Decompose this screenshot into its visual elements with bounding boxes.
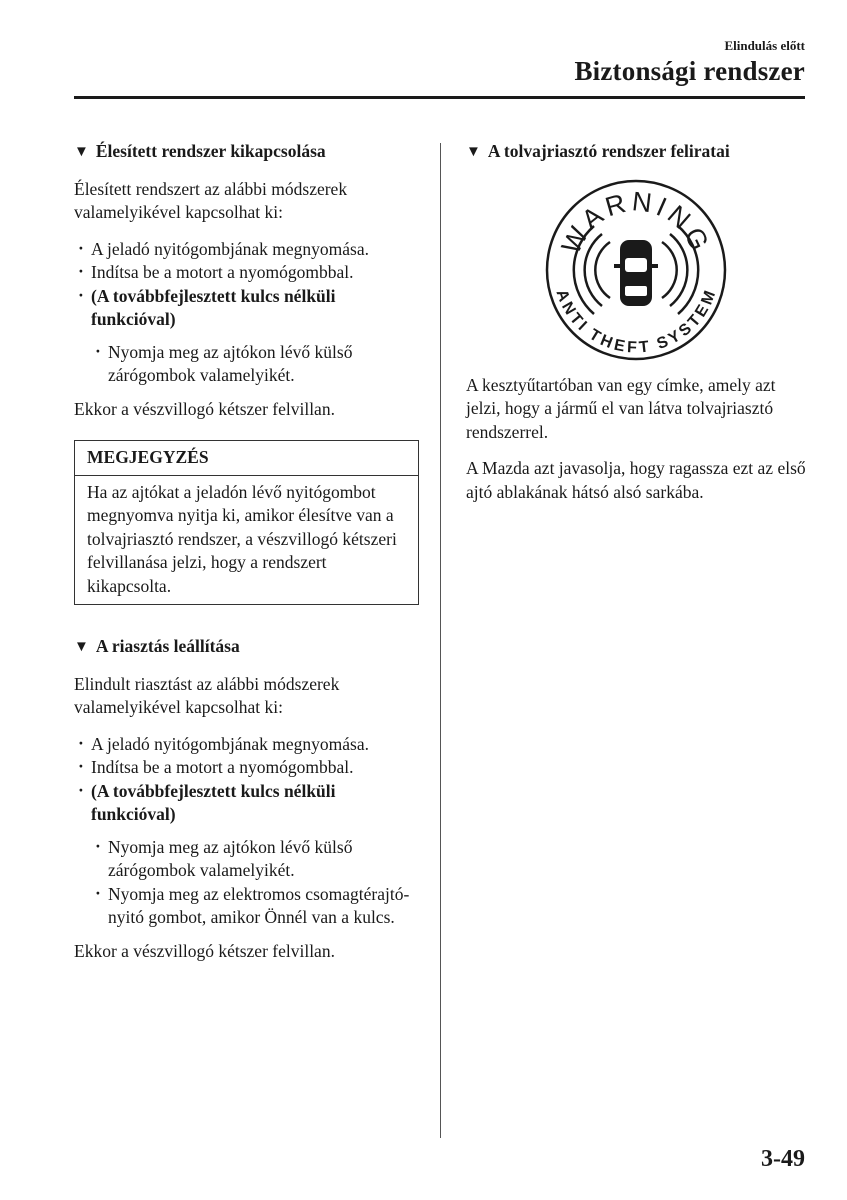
paragraph: Elindult riasztást az alábbi módszerek valamelyikével kapcsolhat ki: <box>74 673 340 717</box>
note-heading: MEGJEGYZÉS <box>75 441 418 476</box>
right-column <box>466 140 806 517</box>
warning-label-bottom-text: ANTI THEFT SYSTEM <box>552 286 720 357</box>
triangle-marker-icon: ▼ <box>74 144 89 160</box>
list-item: · Nyomja meg az ajtókon lévő külső zárógombok valamelyikét. <box>91 341 419 388</box>
paragraph: Ekkor a vészvillogó kétszer felvillan. <box>74 398 335 419</box>
sub-bullet-list <box>74 836 419 930</box>
note-box <box>74 440 419 605</box>
section-heading-text: Élesített rendszer kikapcsolása <box>95 141 326 161</box>
list-item: · A jeladó nyitógombjának megnyomása. <box>74 238 419 262</box>
section-heading-text: A tolvajriasztó rendszer feliratai <box>487 141 730 161</box>
page-title: Biztonsági rendszer <box>574 56 805 86</box>
header-section-label: Elindulás előtt <box>724 38 805 53</box>
triangle-marker-icon: ▼ <box>74 639 89 655</box>
bullet-list <box>74 733 419 827</box>
paragraph: Élesített rendszert az alábbi módszerek valamelyikével kapcsolhat ki: <box>74 178 348 222</box>
list-item: · (A továbbfejlesztett kulcs nélküli funkcióval) <box>74 285 419 332</box>
section-heading-disarm <box>74 140 419 166</box>
triangle-marker-icon: ▼ <box>466 144 481 160</box>
list-item: · A jeladó nyitógombjának megnyomása. <box>74 733 419 757</box>
list-item: · Nyomja meg az elektromos csomagtérajtó-nyitó gombot, amikor Önnél van a kulcs. <box>91 883 419 930</box>
list-item: · Indítsa be a motort a nyomógombbal. <box>74 261 419 285</box>
anti-theft-warning-label-icon <box>544 178 728 362</box>
section-heading-text: A riasztás leállítása <box>95 636 240 656</box>
section-heading-stop-alarm <box>74 635 419 661</box>
paragraph: A kesztyűtartóban van egy címke, amely azt jelzi, hogy a jármű el van látva tolvajriasztó rendszerrel. <box>466 374 776 442</box>
bullet-list <box>74 238 419 332</box>
left-column <box>74 140 419 976</box>
column-divider <box>440 143 441 1138</box>
sub-bullet-list <box>74 341 419 388</box>
car-top-view-icon <box>614 240 658 306</box>
list-item: · Nyomja meg az ajtókon lévő külső zárógombok valamelyikét. <box>91 836 419 883</box>
paragraph: Ekkor a vészvillogó kétszer felvillan. <box>74 940 335 961</box>
list-item: · Indítsa be a motort a nyomógombbal. <box>74 756 419 780</box>
page-number: 3-49 <box>761 1146 805 1172</box>
warning-label-top-text: WARNING <box>555 185 717 258</box>
paragraph: A Mazda azt javasolja, hogy ragassza ezt az első ajtó ablakának hátsó alsó sarkába. <box>466 458 806 502</box>
header-rule <box>74 96 805 99</box>
list-item: · (A továbbfejlesztett kulcs nélküli funkcióval) <box>74 780 419 827</box>
section-heading-labels <box>466 140 806 166</box>
note-text: Ha az ajtókat a jeladón lévő nyitógombot megnyomva nyitja ki, amikor élesítve van a tolvajriasztó rendszer, a vészvillogó kétszeri felvillanása jelzi, hogy a rendszert kikapcsolta. <box>87 481 397 596</box>
